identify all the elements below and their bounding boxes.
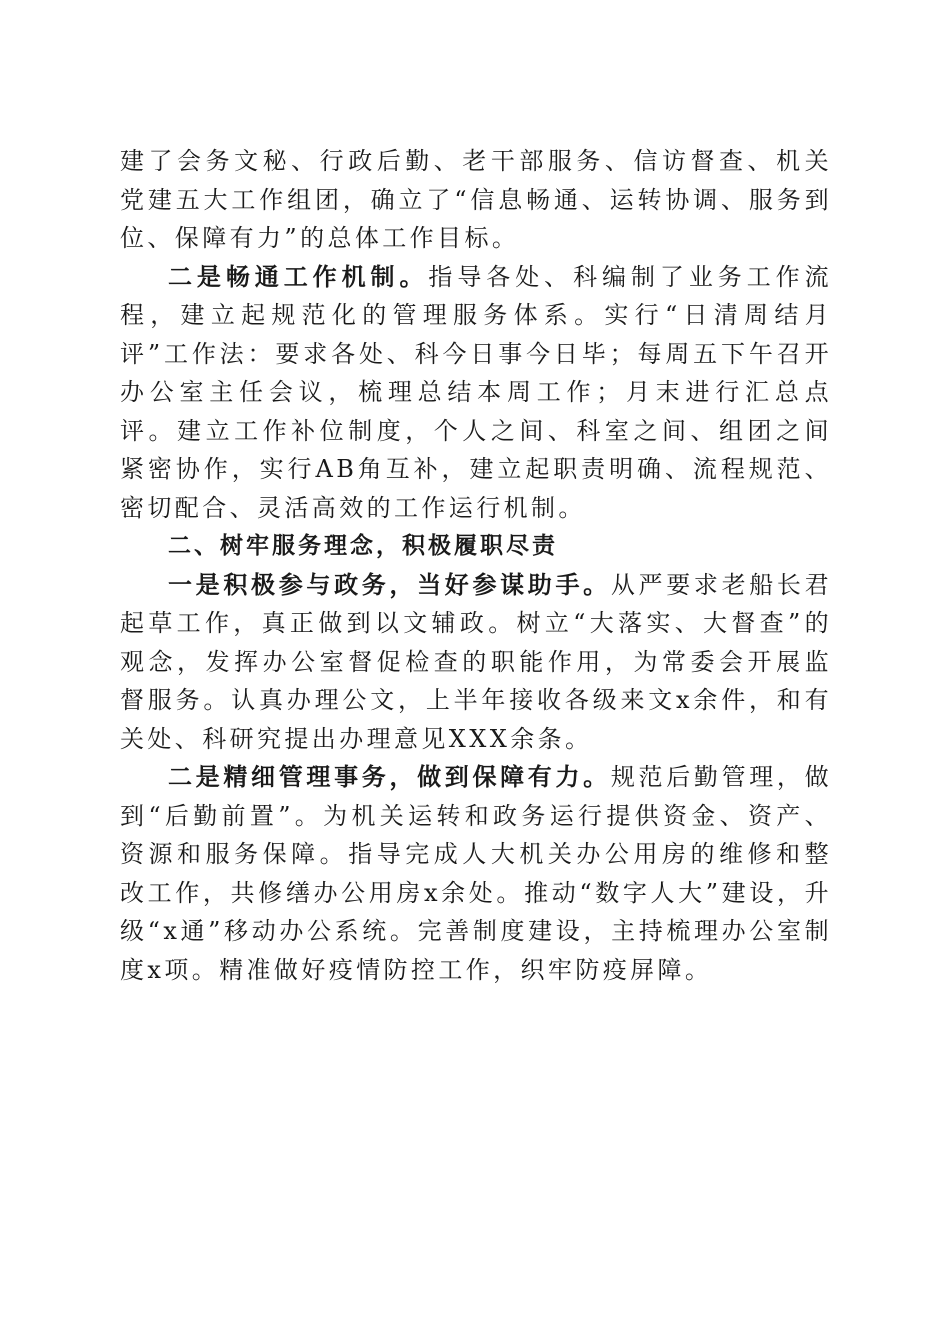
paragraph-lead: 一是积极参与政务，当好参谋助手。 (168, 569, 611, 599)
paragraph-affairs-management (120, 758, 832, 989)
paragraph-lead: 二是精细管理事务，做到保障有力。 (168, 762, 611, 791)
paragraph-government-affairs (120, 566, 832, 759)
paragraph-work-mechanism (120, 258, 832, 528)
paragraph-continuation (120, 142, 832, 258)
paragraph-text: 建了会务文秘、行政后勤、老干部服务、信访督查、机关党建五大工作组团，确立了“信息畅通、运转协调、服务到位、保障有力”的总体工作目标。 (120, 147, 832, 252)
document-body (120, 142, 832, 989)
paragraph-text: 从严要求老船长君起草工作，真正做到以文辅政。树立“大落实、大督查”的观念，发挥办公室督促检查的职能作用，为常委会开展监督服务。认真办理公文，上半年接收各级来文x余件，和有关处、科研究提出办理意见XXX余条。 (120, 570, 833, 753)
section-heading: 二、树牢服务理念，积极履职尽责 (168, 533, 558, 559)
paragraph-lead: 二是畅通工作机制。 (168, 261, 429, 291)
paragraph-text: 指导各处、科编制了业务工作流程，建立起规范化的管理服务体系。实行“日清周结月评”工作法：要求各处、科今日事今日毕；每周五下午召开办公室主任会议，梳理总结本周工作；月末进行汇总点评。建立工作补位制度，个人之间、科室之间、组团之间紧密协作，实行AB角互补，建立起职责明确、流程规范、密切配合、灵活高效的工作运行机制。 (120, 262, 832, 522)
paragraph-text: 规范后勤管理，做到“后勤前置”。为机关运转和政务运行提供资金、资产、资源和服务保障。指导完成人大机关办公用房的维修和整改工作，共修缮办公用房x余处。推动“数字人大”建设，升级“x通”移动办公系统。完善制度建设，主持梳理办公室制度x项。精准做好疫情防控工作，织牢防疫屏障。 (120, 763, 833, 984)
